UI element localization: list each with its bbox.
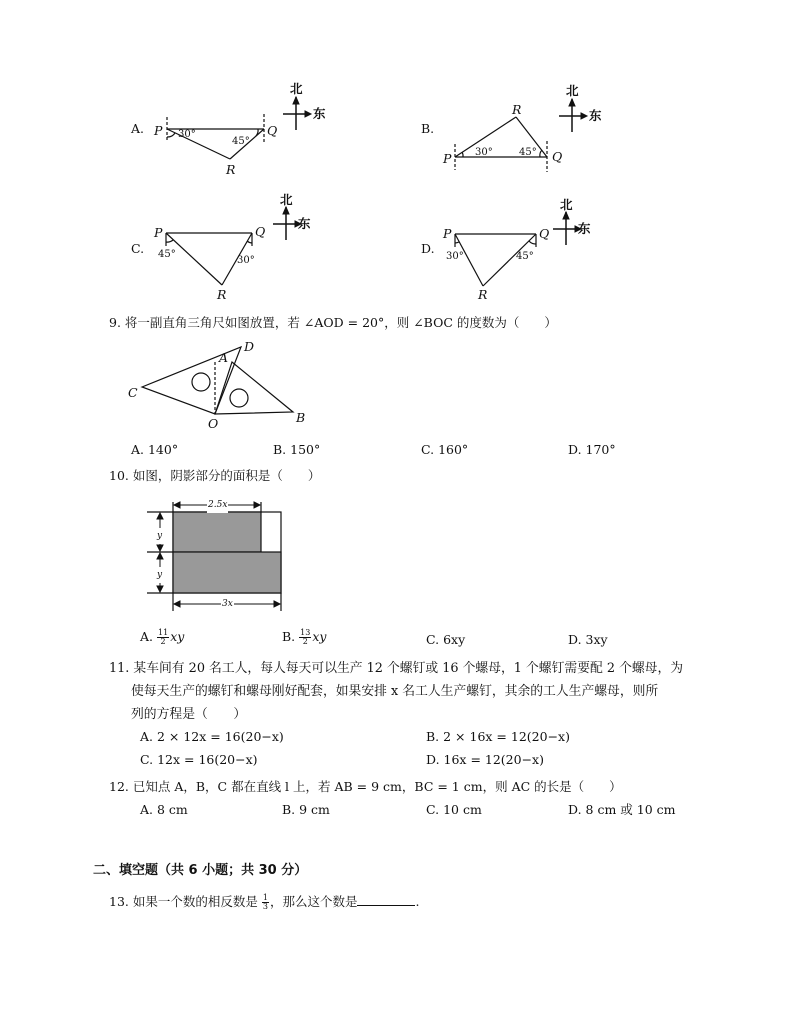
- q12-option-b: B. 9 cm: [282, 802, 330, 817]
- q8a-north: 北: [290, 81, 303, 96]
- q10-option-a: A. $\frac{11}{2}$ xy: [140, 628, 185, 646]
- q8d-point-r: R: [478, 287, 488, 302]
- q8c-north: 北: [280, 192, 293, 207]
- q10-top-label: 2.5x: [207, 497, 228, 513]
- q10-y-label-lower: y: [157, 567, 162, 583]
- q8d-east: 东: [578, 221, 591, 236]
- q13-stem: 13. 如果一个数的相反数是 $\frac{1}{3}$ ，那么这个数是 .: [109, 893, 420, 911]
- q8c-point-p: P: [154, 225, 163, 240]
- q8-option-a-label: A.: [131, 121, 145, 136]
- q10-y-label-upper: y: [157, 528, 162, 544]
- q8-option-b-label: B.: [421, 121, 435, 136]
- q8d-point-q: Q: [539, 226, 550, 241]
- q8a-point-r: R: [226, 162, 236, 177]
- q9-option-c: C. 160°: [421, 442, 469, 457]
- q9-option-a: A. 140°: [131, 442, 179, 457]
- q9-point-o: O: [208, 416, 219, 431]
- q9-point-c: C: [128, 385, 138, 400]
- q10-option-d: D. 3xy: [568, 632, 608, 647]
- q13-answer-blank[interactable]: [357, 893, 415, 906]
- q8d-point-p: P: [443, 226, 452, 241]
- q9-point-a: A: [219, 350, 229, 365]
- q8c-point-r: R: [217, 287, 227, 302]
- q11-stem-line2: 使每天生产的螺钉和螺母刚好配套，如果安排 x 名工人生产螺钉，其余的工人生产螺母，则所: [131, 684, 659, 699]
- q11-option-b: B. 2 × 16x = 12(20−x): [426, 729, 570, 744]
- q9-point-b: B: [296, 410, 306, 425]
- q12-option-c: C. 10 cm: [426, 802, 482, 817]
- q11-option-a: A. 2 × 12x = 16(20−x): [140, 729, 284, 744]
- q8c-angle-45: 45°: [158, 249, 176, 260]
- q8a-angle-45: 45°: [232, 136, 250, 147]
- q9-option-d: D. 170°: [568, 442, 616, 457]
- q9-stem: 9. 将一副直角三角尺如图放置，若 ∠AOD = 20°，则 ∠BOC 的度数为（ ）: [109, 315, 557, 330]
- q8a-east: 东: [313, 106, 326, 121]
- q8b-east: 东: [589, 108, 602, 123]
- q9-option-b: B. 150°: [273, 442, 321, 457]
- q8b-angle-30: 30°: [475, 147, 493, 158]
- q8a-point-q: Q: [267, 123, 278, 138]
- q8c-angle-30: 30°: [237, 255, 255, 266]
- q8c-east: 东: [298, 216, 311, 231]
- q9-point-d: D: [244, 339, 255, 354]
- q8b-point-r: R: [512, 102, 522, 117]
- q8c-point-q: Q: [255, 224, 266, 239]
- q10-option-c: C. 6xy: [426, 632, 466, 647]
- q8b-point-p: P: [443, 151, 452, 166]
- q8b-point-q: Q: [552, 149, 563, 164]
- q12-stem: 12. 已知点 A，B，C 都在直线 l 上，若 AB = 9 cm，BC = 1 cm，则 AC 的长是（ ）: [109, 779, 622, 794]
- q8-option-d-label: D.: [421, 241, 435, 256]
- q12-option-a: A. 8 cm: [140, 802, 188, 817]
- q11-stem-line3: 列的方程是（ ）: [131, 707, 247, 722]
- q8b-north: 北: [566, 83, 579, 98]
- q11-option-c: C. 12x = 16(20−x): [140, 752, 258, 767]
- q10-option-b: B. $\frac{13}{2}$ xy: [282, 628, 327, 646]
- q8d-angle-30: 30°: [446, 251, 464, 262]
- q11-option-d: D. 16x = 12(20−x): [426, 752, 544, 767]
- q10-bottom-label: 3x: [221, 596, 234, 612]
- q8a-angle-30: 30°: [178, 129, 196, 140]
- q8d-north: 北: [560, 197, 573, 212]
- q10-stem: 10. 如图，阴影部分的面积是（ ）: [109, 468, 321, 483]
- q8-option-c-label: C.: [131, 241, 145, 256]
- section-2-heading: 二、填空题（共 6 小题；共 30 分）: [93, 863, 308, 878]
- q8b-angle-45: 45°: [519, 147, 537, 158]
- q8a-point-p: P: [154, 123, 163, 138]
- q11-stem-line1: 11. 某车间有 20 名工人，每人每天可以生产 12 个螺钉或 16 个螺母，1 个螺钉需要配 2 个螺母，为: [109, 661, 684, 676]
- q12-option-d: D. 8 cm 或 10 cm: [568, 802, 676, 817]
- q8d-angle-45: 45°: [516, 251, 534, 262]
